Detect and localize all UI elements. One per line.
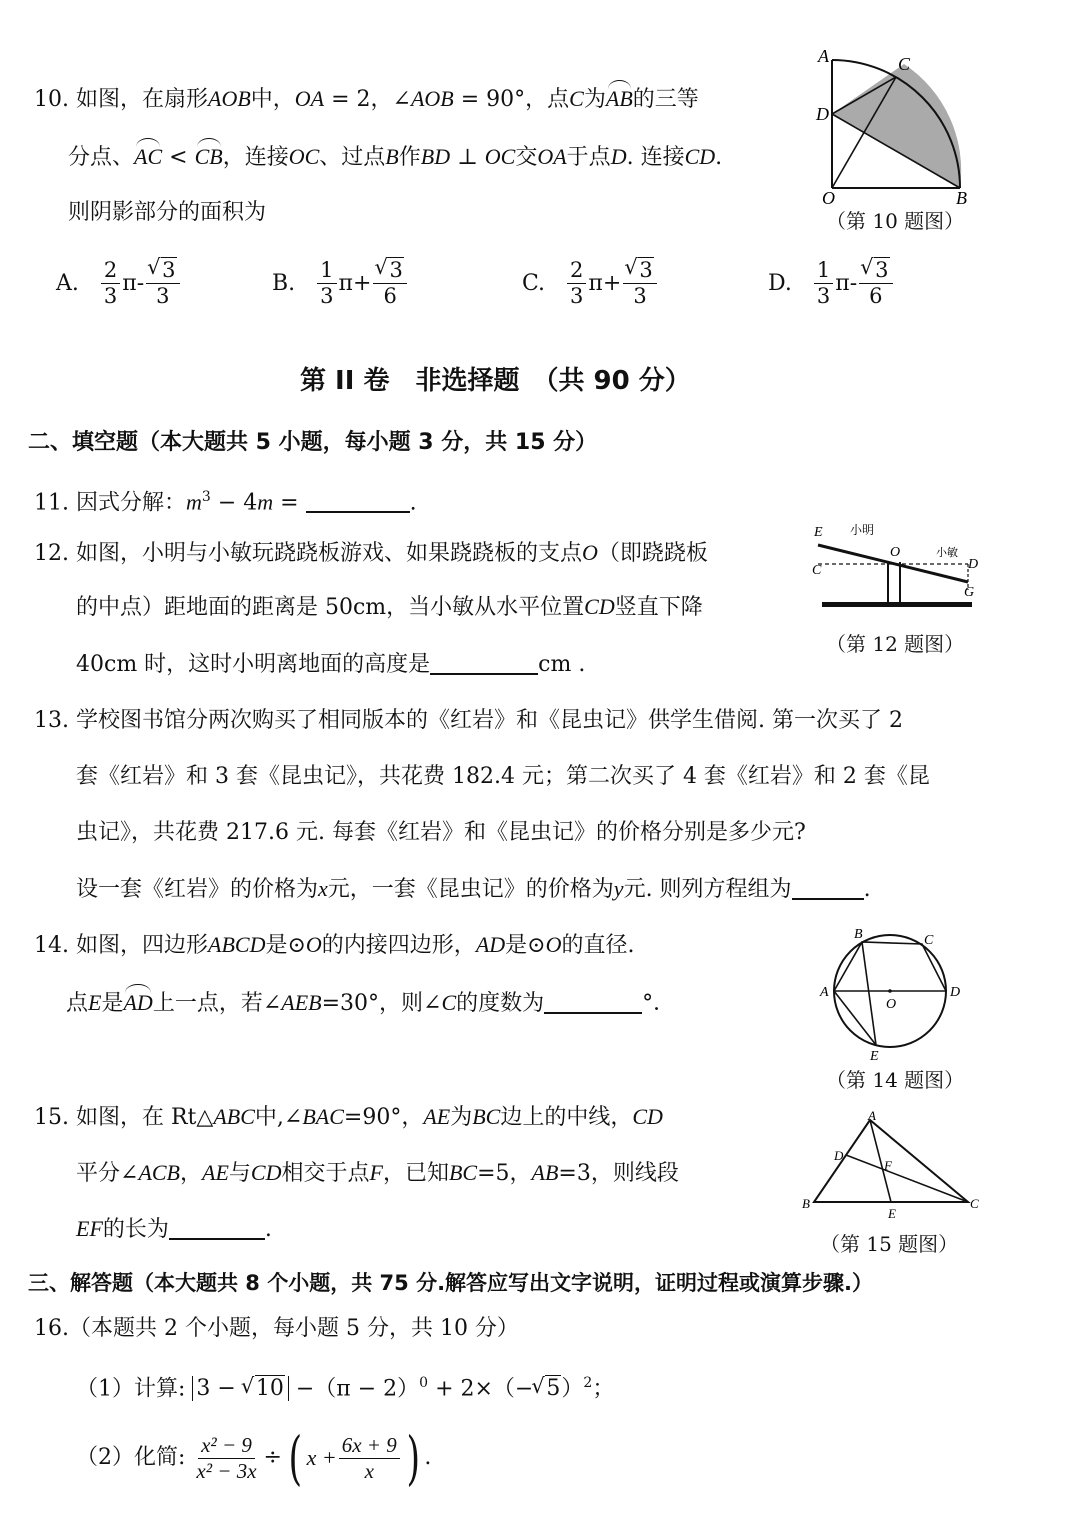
fig12-label-xiaomin: 小敏: [936, 547, 958, 559]
figure-q15: [798, 1110, 984, 1228]
fig12-label-C: C: [812, 563, 822, 578]
fig15-label-B: B: [802, 1196, 810, 1211]
q10-caption: （第 10 题图）: [826, 209, 965, 233]
q13-line4: 设一套《红岩》的价格为x元，一套《昆虫记》的价格为y元. 则列方程组为 .: [76, 876, 871, 902]
fig10-label-O: O: [822, 188, 835, 208]
fig14-label-A: A: [820, 985, 829, 1000]
fig12-label-E: E: [814, 525, 823, 540]
q12-line1: 12. 如图，小明与小敏玩跷跷板游戏、如果跷跷板的支点O（即跷跷板: [34, 540, 708, 566]
q11: 11. 因式分解：$m^3 - 4m$ = .: [34, 489, 417, 516]
q15-line2: 平分∠ACB，AE与CD相交于点F，已知BC=5，AB=3，则线段: [76, 1160, 679, 1186]
q13-line3: 虫记》，共花费 217.6 元. 每套《红岩》和《昆虫记》的价格分别是多少元?: [76, 820, 806, 845]
figure-q10: [808, 40, 988, 210]
q16-header: 16.（本题共 2 个小题，每小题 5 分，共 10 分）: [34, 1316, 519, 1341]
fig10-label-A: A: [818, 46, 829, 66]
section3-heading: 三、解答题（本大题共 8 个小题，共 75 分.解答应写出文字说明，证明过程或演算步骤.）: [28, 1271, 874, 1295]
q16-part1: （1）计算: 3 − √ $10 -(\pi - 2)^0 + 2\times(-√$ 5）$^2$；: [76, 1368, 614, 1404]
q10-line1: 10. 如图，在扇形AOB中，OA = 2，∠AOB = 90°，点C为AB的三等: [34, 86, 699, 112]
fig14-label-D: D: [950, 985, 961, 1000]
fig10-label-B: B: [956, 188, 967, 208]
q15-caption: （第 15 题图）: [820, 1232, 959, 1256]
fig14-label-E: E: [870, 1049, 879, 1062]
q12-line2: 的中点）距地面的距离是 50cm，当小敏从水平位置CD竖直下降: [76, 594, 703, 620]
q15-line3: EF的长为 .: [76, 1216, 272, 1242]
fig14-label-O: O: [886, 997, 897, 1012]
fig15-label-C: C: [970, 1196, 979, 1211]
q14-caption: （第 14 题图）: [826, 1068, 965, 1092]
q15-line1: 15. 如图，在 Rt△ABC中,∠BAC=90°，AE为BC边上的中线，CD: [34, 1104, 663, 1130]
fig14-label-B: B: [854, 927, 863, 942]
fig15-label-D: D: [834, 1148, 844, 1163]
q10-option-a: A. $\frac{2}{3}$ π- √ $\frac{3}{3}$: [56, 258, 182, 309]
section2-heading: 二、填空题（本大题共 5 小题，每小题 3 分，共 15 分）: [28, 430, 598, 455]
q13-line2: 套《红岩》和 3 套《昆虫记》，共花费 182.4 元；第二次买了 4 套《红岩》和 2 套《昆: [76, 764, 930, 789]
fig12-label-G: G: [964, 585, 975, 600]
part2-title: 第 II 卷 非选择题 （共 90 分）: [300, 366, 691, 396]
q12-line3: 40cm 时，这时小明离地面的高度是 cm .: [76, 652, 586, 677]
q14-answer-blank[interactable]: [544, 990, 642, 1014]
fig15-label-E: E: [888, 1206, 896, 1221]
fig12-label-O: O: [890, 545, 901, 560]
q13-line1: 13. 学校图书馆分两次购买了相同版本的《红岩》和《昆虫记》供学生借阅. 第一次买了 2: [34, 708, 903, 733]
q12-answer-blank[interactable]: [430, 651, 538, 675]
q14-line1: 14. 如图，四边形ABCD是⊙O的内接四边形，AD是⊙O的直径.: [34, 932, 635, 958]
fig12-label-D: D: [968, 557, 979, 572]
fig10-label-D: D: [816, 104, 829, 124]
fig15-label-A: A: [868, 1110, 876, 1123]
fig14-label-C: C: [924, 933, 934, 948]
fig12-label-xiaoming: 小明: [850, 523, 875, 537]
fig15-label-F: F: [884, 1158, 892, 1173]
q10-option-b: B. $\frac{1}{3}$ π+ √ $\frac{3}{6}$: [272, 258, 409, 309]
q16-part2: （2）化简: $\frac{\text{x² − 9}}{\text{x² − 3x}}$ ÷ ( x + $\frac{6x + 9}{x}$ ) .: [76, 1424, 432, 1492]
figure-q12: [808, 518, 984, 614]
fig10-label-C: C: [898, 54, 911, 74]
q10-line3: 则阴影部分的面积为: [68, 200, 267, 225]
q14-line2: 点E是AD上一点，若∠AEB=30°，则∠C的度数为 °．: [66, 990, 676, 1016]
q15-answer-blank[interactable]: [169, 1216, 265, 1240]
q13-answer-blank[interactable]: [792, 876, 864, 900]
q10-option-d: D. $\frac{1}{3}$ π- √ $\frac{3}{6}$: [768, 258, 895, 309]
q11-answer-blank[interactable]: [306, 489, 410, 513]
figure-q14: [818, 926, 968, 1062]
q10-line2: 分点、AC < CB，连接OC、过点B作BD ⊥ OC交OA于点D. 连接CD.: [68, 144, 723, 170]
q12-caption: （第 12 题图）: [826, 632, 965, 656]
q10-option-c: C. $\frac{2}{3}$ π+ √ $\frac{3}{3}$: [522, 258, 659, 309]
